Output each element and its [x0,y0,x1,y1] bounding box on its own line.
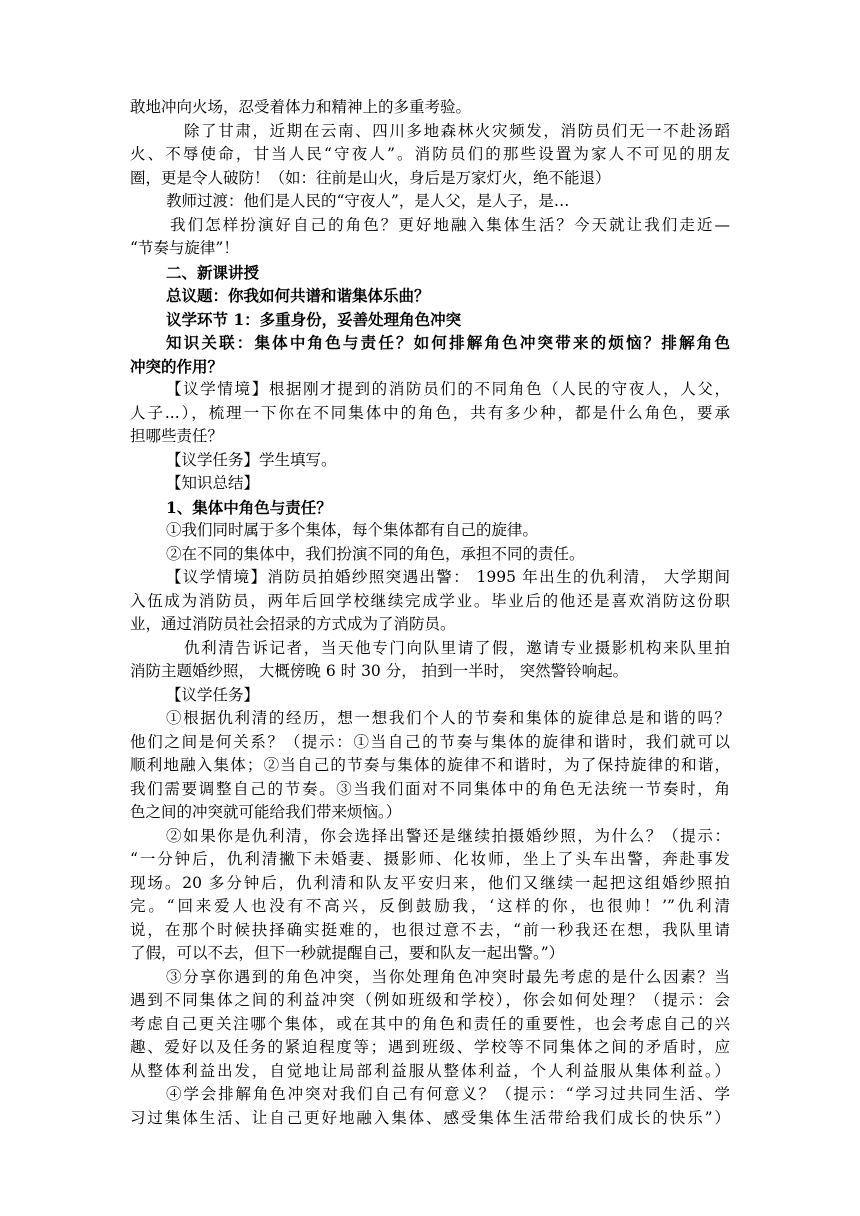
text-line: 消防主题婚纱照， 大概傍晚 6 时 30 分， 拍到一半时， 突然警铃响起。 [130,662,629,680]
text-line: 【知识总结】 [166,474,260,492]
text-line: 敢地冲向火场，忍受着体力和精神上的多重考验。 [130,98,472,116]
text-line: 顺利地融入集体；②当自己的节奏与集体的旋律不和谐时，为了保持旋律的和谐， [130,756,730,774]
heading-line: 总议题：你我如何共谱和谐集体乐曲？ [166,286,430,305]
text-line: 人子...），梳理一下你在不同集体中的角色，共有多少种，都是什么角色，要承 [130,403,730,422]
heading-line: 1、集体中角色与责任？ [166,497,332,517]
text-line: “节奏与旋律”！ [130,239,239,257]
text-line: 完。“回来爱人也没有不高兴，反倒鼓励我，‘这样的你，也很帅！’”仇利清 [130,897,730,915]
text-line: 遇到不同集体之间的利益冲突（例如班级和学校），你会如何处理？（提示：会 [130,991,730,1009]
text-line: 了假，可以不去，但下一秒就提醒自己，要和队友一起出警。”） [130,944,565,962]
text-line: 教师过渡：他们是人民的“守夜人”，是人父，是人子，是… [166,192,570,210]
text-line: 【议学情境】消防员拍婚纱照突遇出警： 1995 年出生的仇利清， 大学期间 [166,568,730,586]
text-line: 色之间的冲突就可能给我们带来烦恼。） [130,803,402,821]
text-line: 【议学任务】 [166,685,260,704]
text-line: ②在不同的集体中，我们扮演不同的角色，承担不同的责任。 [166,544,585,563]
text-line: 从整体利益出发，自觉地让局部利益服从整体利益，个人利益服从集体利益。） [130,1061,730,1080]
text-line: 习过集体生活、让自己更好地融入集体、感受集体生活带给我们成长的快乐”） [130,1108,730,1127]
text-line: 圈，更是令人破防！（如：往前是山火，身后是万家灯火，绝不能退） [130,168,611,187]
text-line: 入伍成为消防员，两年后回学校继续完成学业。毕业后的他还是喜欢消防这份职 [130,591,730,610]
heading-line: 知识关联：集体中角色与责任？如何排解角色冲突带来的烦恼？排解角色 [166,333,730,352]
heading-line: 冲突的作用？ [130,356,224,376]
heading-line: 议学环节 1：多重身份，妥善处理角色冲突 [166,309,462,329]
text-line: 他们之间是何关系？（提示：①当自己的节奏与集体的旋律和谐时，我们就可以 [130,732,730,751]
text-line: 我们需要调整自己的节奏。③当我们面对不同集体中的角色无法统一节奏时，角 [130,779,730,798]
text-line: ②如果你是仇利清，你会选择出警还是继续拍摄婚纱照，为什么？（提示： [166,826,730,845]
text-line: ③分享你遇到的角色冲突，当你处理角色冲突时最先考虑的是什么因素？当 [166,967,730,986]
text-line: ①根据仇利清的经历，想一想我们个人的节奏和集体的旋律总是和谐的吗？ [166,709,730,727]
text-line: 我们怎样扮演好自己的角色？更好地融入集体生活？今天就让我们走近— [170,215,730,234]
text-line: 说，在那个时候抉择确实挺难的，也很过意不去，“前一秒我还在想，我队里请 [130,920,730,939]
document-page [130,96,730,1130]
heading-line: 二、新课讲授 [166,262,260,282]
text-line: 【议学情境】根据刚才提到的消防员们的不同角色（人民的守夜人，人父， [166,380,730,398]
text-line: 考虑自己更关注哪个集体，或在其中的角色和责任的重要性，也会考虑自己的兴 [130,1014,730,1033]
text-line: 业，通过消防员社会招录的方式成为了消防员。 [130,615,456,633]
text-line: 火、不辱使命，甘当人民“守夜人”。消防员们的那些设置为家人不可见的朋友 [130,145,730,163]
text-line: 【议学任务】学生填写。 [166,450,337,469]
text-line: 仇利清告诉记者，当天他专门向队里请了假，邀请专业摄影机构来队里拍 [184,638,730,657]
text-line: ④学会排解角色冲突对我们自己有何意义？（提示：“学习过共同生活、学 [166,1085,730,1103]
text-line: 现场。20 多分钟后，仇利清和队友平安归来，他们又继续一起把这组婚纱照拍 [130,873,730,892]
text-line: ①我们同时属于多个集体，每个集体都有自己的旋律。 [166,521,539,539]
text-line: 趣、爱好以及任务的紧迫程度等；遇到班级、学校等不同集体之间的矛盾时，应 [130,1038,730,1056]
text-line: 除了甘肃，近期在云南、四川多地森林火灾频发，消防员们无一不赴汤蹈 [184,121,730,140]
text-line: 担哪些责任？ [130,427,224,445]
text-line: “一分钟后，仇利清撇下未婚妻、摄影师、化妆师，坐上了头车出警，奔赴事发 [130,850,730,868]
